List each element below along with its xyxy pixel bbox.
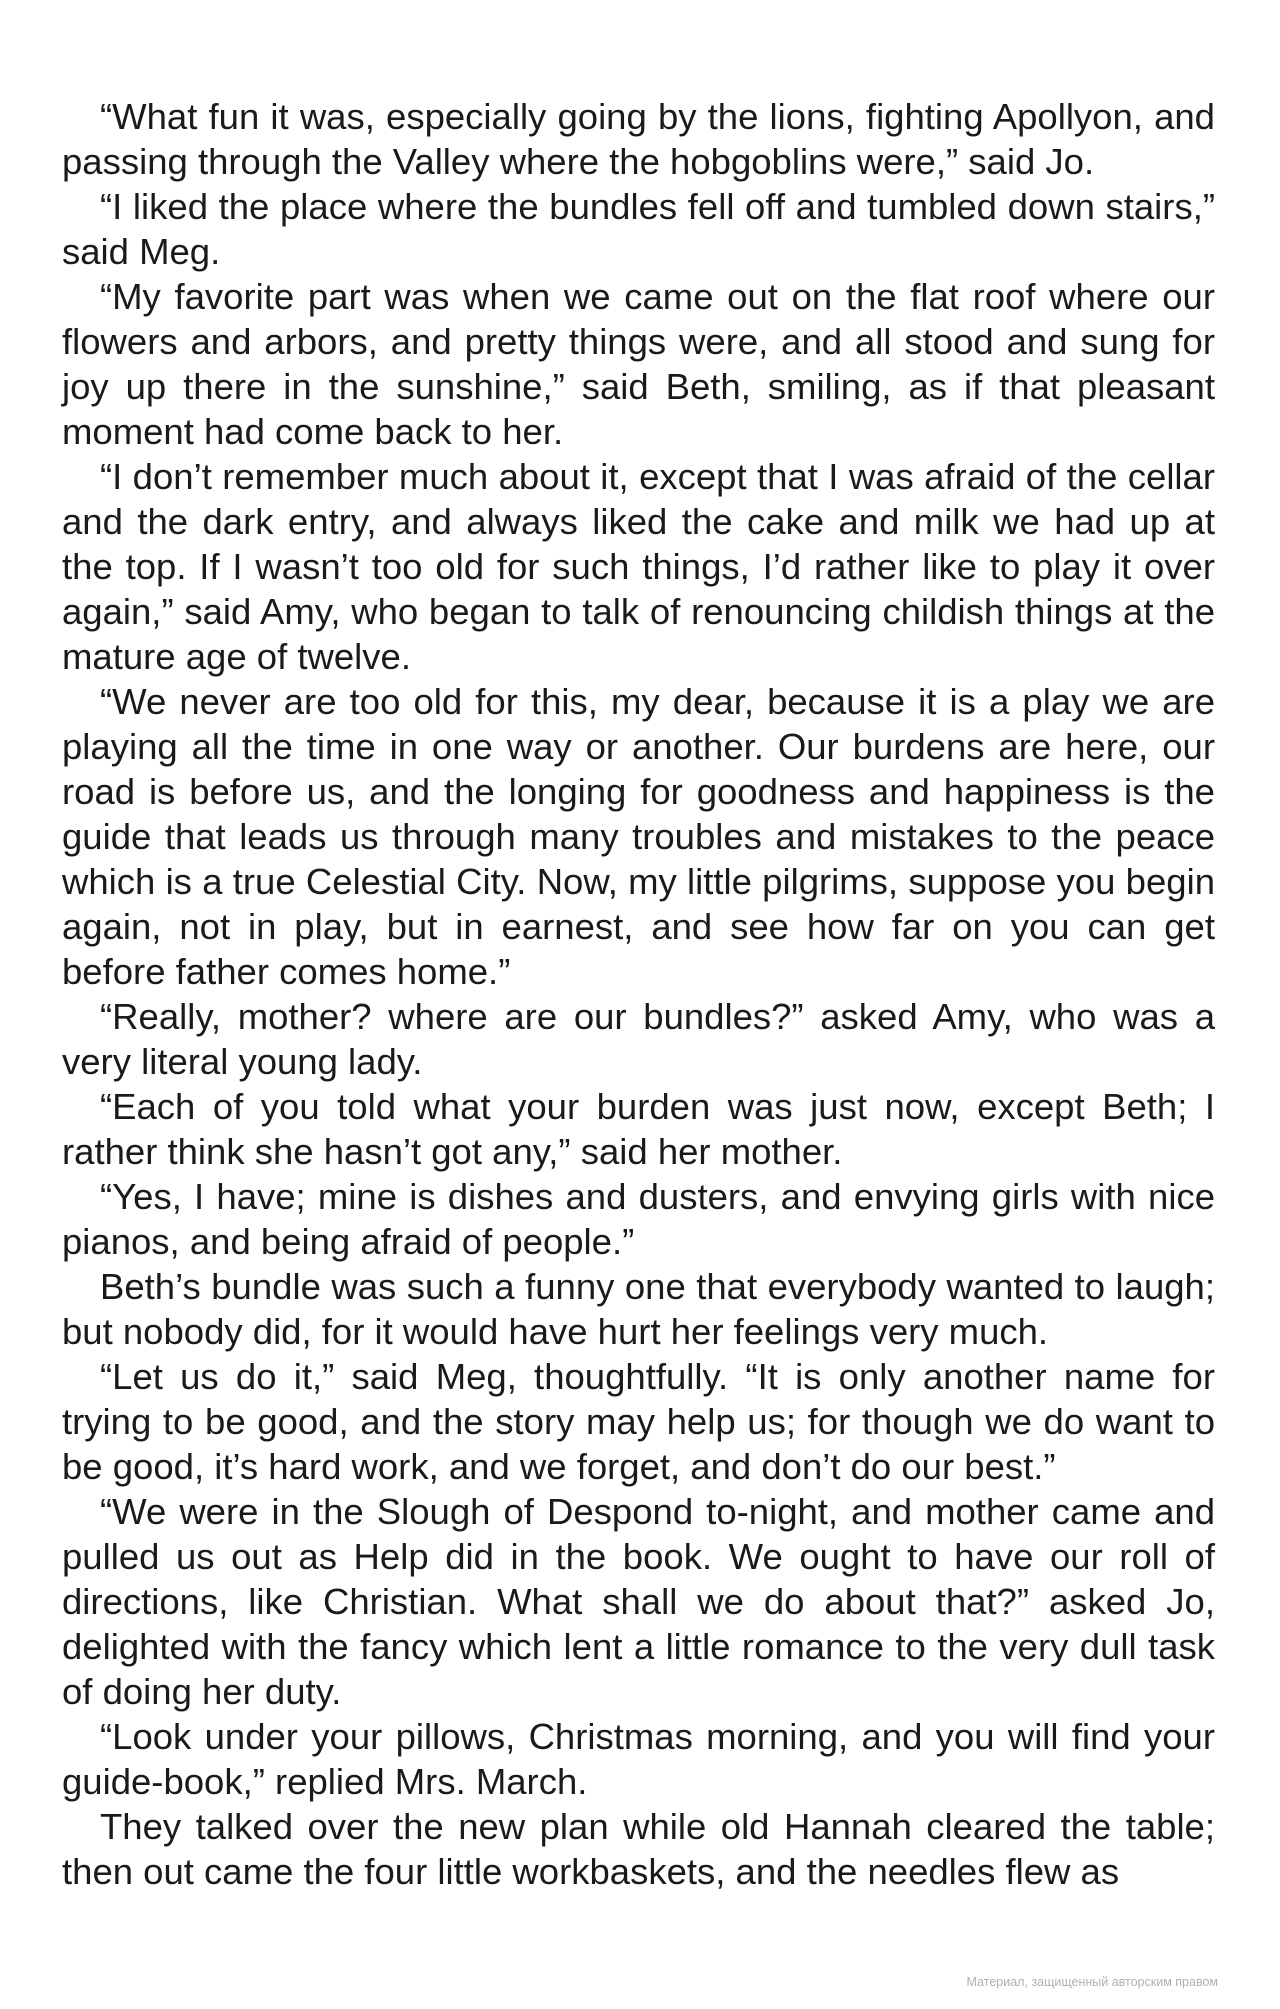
paragraph: “Let us do it,” said Meg, thoughtfully. “It is only another name for trying to be good, and the story may help us; for though we do want to be good, it’s hard work, and we forget, and don’t do our best.” [62, 1356, 1215, 1487]
paragraph: “I liked the place where the bundles fell off and tumbled down stairs,” said Meg. [62, 186, 1215, 272]
paragraph: They talked over the new plan while old Hannah cleared the table; then out came the four little workbaskets, and the needles flew as [62, 1806, 1215, 1892]
paragraph: “What fun it was, especially going by the lions, fighting Apollyon, and passing through the Valley where the hobgoblins were,” said Jo. [62, 96, 1215, 182]
copyright-watermark: Материал, защищенный авторским правом [966, 1975, 1218, 1989]
paragraph: Beth’s bundle was such a funny one that everybody wanted to laugh; but nobody did, for it would have hurt her feelings very much. [62, 1266, 1215, 1352]
paragraph: “Each of you told what your burden was just now, except Beth; I rather think she hasn’t got any,” said her mother. [62, 1086, 1215, 1172]
paragraph: “I don’t remember much about it, except that I was afraid of the cellar and the dark entry, and always liked the cake and milk we had up at the top. If I wasn’t too old for such things, I’d rather like to play it over again,” said Amy, who began to talk of renouncing childish things at the mature age of twelve. [62, 456, 1215, 677]
paragraph: “We were in the Slough of Despond to-night, and mother came and pulled us out as Help did in the book. We ought to have our roll of directions, like Christian. What shall we do about that?” asked Jo, delighted with the fancy which lent a little romance to the very dull task of doing her duty. [62, 1491, 1215, 1712]
paragraph: “Yes, I have; mine is dishes and dusters, and envying girls with nice pianos, and being afraid of people.” [62, 1176, 1215, 1262]
book-page-text [62, 94, 1215, 1894]
paragraph: “Look under your pillows, Christmas morning, and you will find your guide-book,” replied Mrs. March. [62, 1716, 1215, 1802]
paragraph: “We never are too old for this, my dear, because it is a play we are playing all the time in one way or another. Our burdens are here, our road is before us, and the longing for goodness and happiness is the guide that leads us through many troubles and mistakes to the peace which is a true Celestial City. Now, my little pilgrims, suppose you begin again, not in play, but in earnest, and see how far on you can get before father comes home.” [62, 681, 1215, 992]
paragraph: “My favorite part was when we came out on the flat roof where our flowers and arbors, and pretty things were, and all stood and sung for joy up there in the sunshine,” said Beth, smiling, as if that pleasant moment had come back to her. [62, 276, 1215, 452]
paragraph: “Really, mother? where are our bundles?” asked Amy, who was a very literal young lady. [62, 996, 1215, 1082]
